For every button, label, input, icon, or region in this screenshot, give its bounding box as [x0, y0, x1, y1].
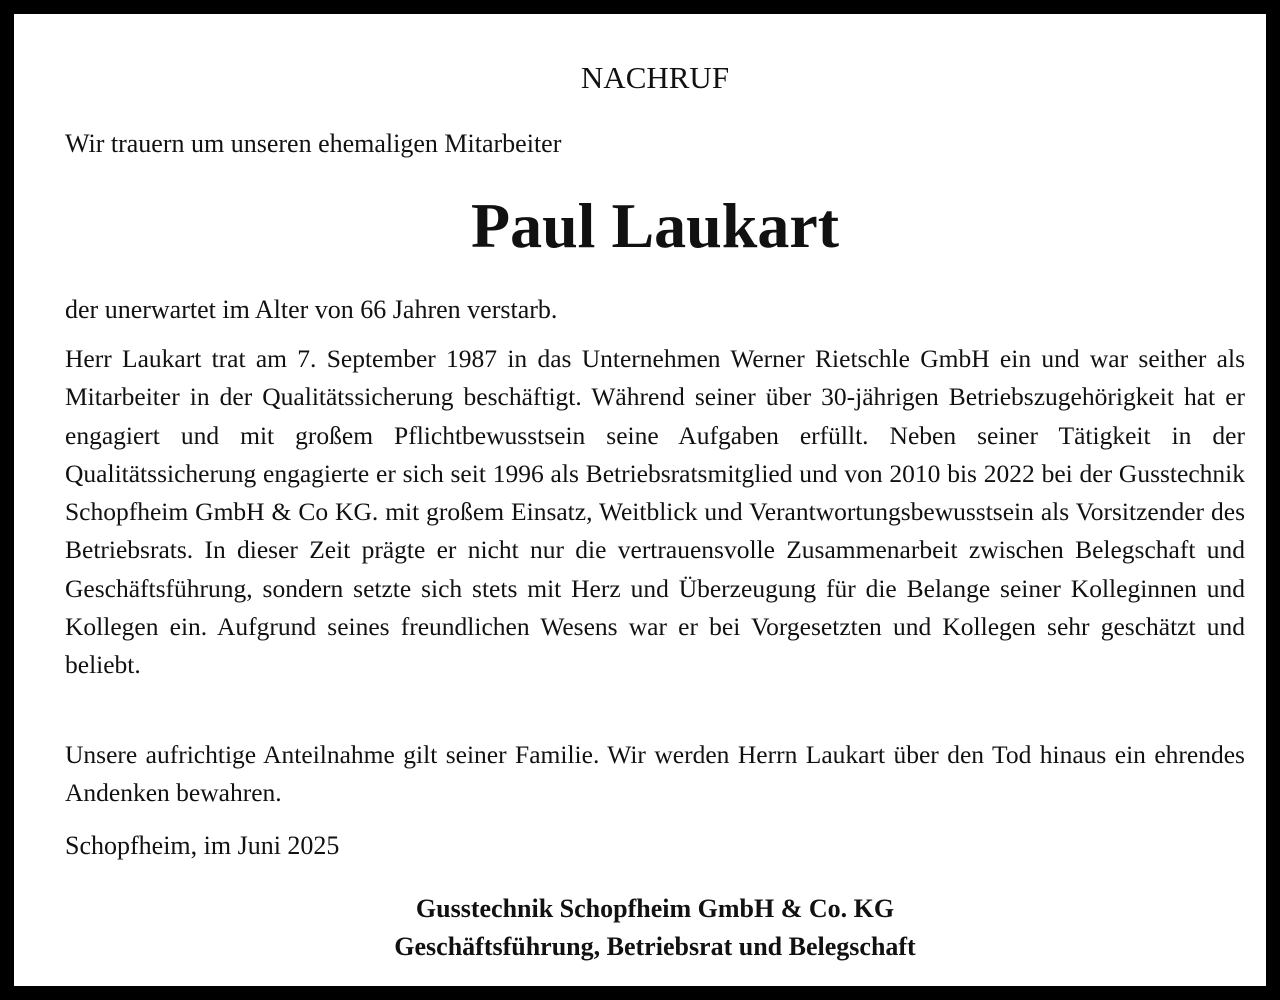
signature-groups: Geschäftsführung, Betriebsrat und Belegschaft — [394, 932, 916, 961]
place-date: Schopfheim, im Juni 2025 — [65, 831, 340, 860]
age-line: der unerwartet im Alter von 66 Jahren verstarb. — [65, 295, 558, 324]
condolence-paragraph: Unsere aufrichtige Anteilnahme gilt seiner Familie. Wir werden Herrn Laukart über den Tod hinaus ein ehrendes Andenken bewahren. — [65, 740, 1245, 808]
intro-text: Wir trauern um unseren ehemaligen Mitarbeiter — [65, 129, 562, 158]
signature-block — [65, 890, 1245, 966]
biography-paragraph: Herr Laukart trat am 7. September 1987 in das Unternehmen Werner Rietschle GmbH ein und war seither als Mitarbeiter in der Qualitätssicherung beschäftigt. Während seiner über 30-jährigen Betriebszugehörigkeit hat er engagiert und mit großem Pflichtbewusstsein seine Aufgaben erfüllt. Neben seiner Tätigkeit in der Qualitätssicherung engagierte er sich seit 1996 als Betriebsratsmitglied und von 2010 bis 2022 bei der Gusstechnik Schopfheim GmbH & Co KG. mit großem Einsatz, Weitblick und Verantwortungsbewusstsein als Vorsitzender des Betriebsrats. In dieser Zeit prägte er nicht nur die vertrauensvolle Zusammenarbeit zwischen Belegschaft und Geschäftsführung, sondern setzte sich stets mit Herz und Überzeugung für die Belange seiner Kolleginnen und Kollegen ein. Aufgrund seines freundlichen Wesens war er bei Vorgesetzten und Kollegen sehr geschätzt und beliebt. — [65, 344, 1245, 680]
signature-company: Gusstechnik Schopfheim GmbH & Co. KG — [415, 894, 895, 923]
deceased-name: Paul Laukart — [470, 190, 840, 261]
notice-heading: NACHRUF — [580, 60, 730, 95]
